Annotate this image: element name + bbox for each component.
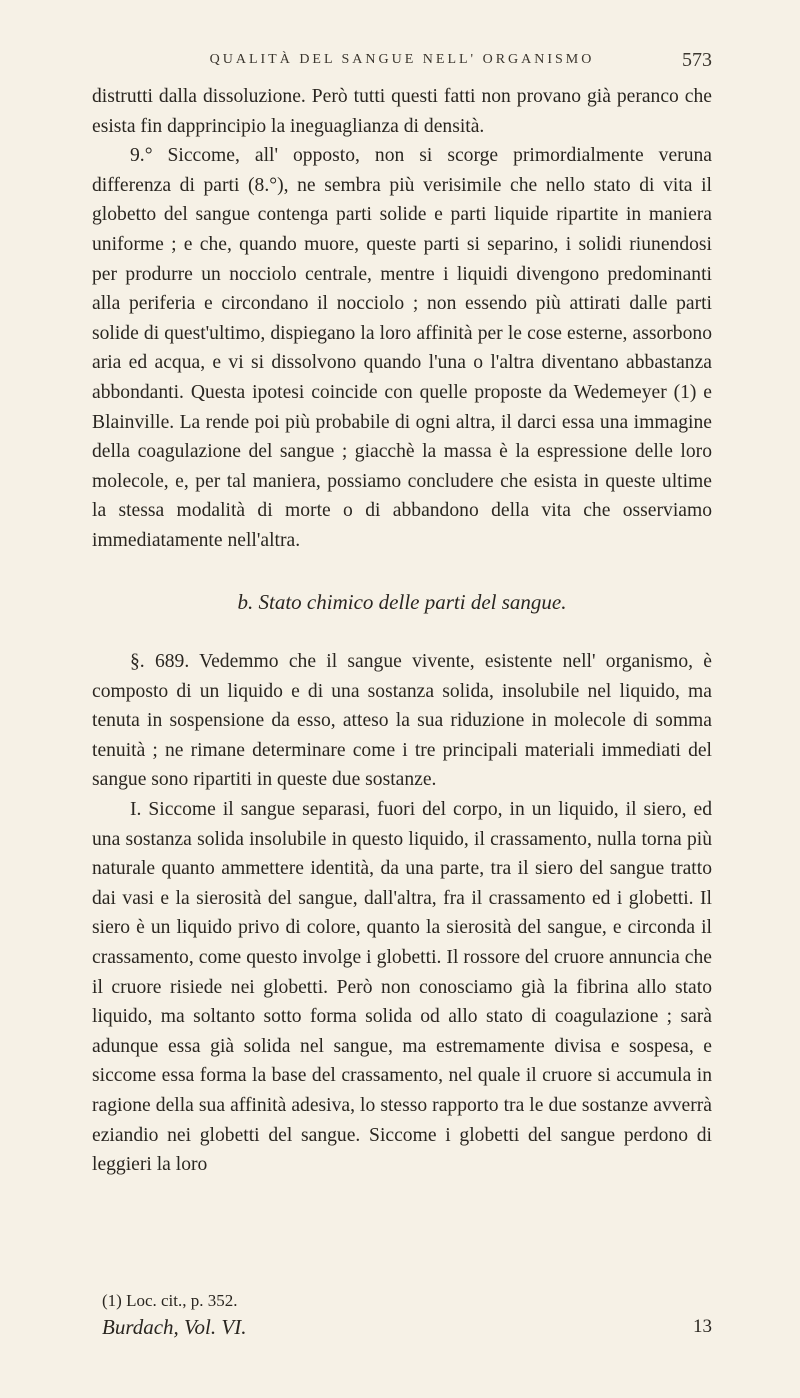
signature-row [102, 1314, 712, 1340]
body-text [92, 82, 712, 1180]
running-head [92, 49, 712, 78]
section-heading: b. Stato chimico delle parti del sangue. [237, 589, 567, 614]
paragraph: 9.° Siccome, all' opposto, non si scorge primordialmente veruna differenza di parti (8.°), ne sembra più verisimile che nello stato di vita il globetto del sangue contenga parti solide e parti liquide ripartite in maniera uniforme ; e che, quando muore, queste parti si separino, i solidi riunendosi per produrre un nocciolo centrale, mentre i liquidi divengono predominanti alla periferia e circondano il nocciolo ; non essendo più attirati dalle parti solide di quest'ultimo, dispiegano la loro affinità per le cose esterne, assorbono aria ed acqua, e vi si dissolvono quando l'una o l'altra diventano abbastanza abbondanti. Questa ipotesi coincide con quelle proposte da Wedemeyer (1) e Blainville. La rende poi più probabile di ogni altra, il darci essa una immagine della coagulazione del sangue ; giacchè la massa è la espressione delle loro molecole, e, per tal maniera, possiamo concludere che esista in queste ultime la stessa modalità di morte o di abbandono della vita che osserviamo immediatamente nell'altra. [92, 145, 712, 551]
running-title: QUALITÀ DEL SANGUE NELL' ORGANISMO [209, 52, 595, 67]
footnote: (1) Loc. cit., p. 352. [102, 1291, 238, 1310]
signature-line: Burdach, Vol. VI. [102, 1315, 247, 1339]
signature-mark: 13 [693, 1316, 712, 1337]
paragraph: distrutti dalla dissoluzione. Però tutti questi fatti non provano già peranco che esista fin dapprincipio la ineguaglianza di densità. [92, 86, 712, 137]
paragraph: I. Siccome il sangue separasi, fuori del corpo, in un liquido, il siero, ed una sostanza solida insolubile in questo liquido, il crassamento, nulla torna più naturale quanto ammettere identità, da una parte, tra il siero del sangue tratto dai vasi e la sierosità del sangue, dall'altra, fra il crassamento ed i globetti. Il siero è un liquido privo di colore, quanto la sierosità del sangue, e circonda il crassamento, come questo involge i globetti. Il rossore del cruore annuncia che il cruore risiede nei globetti. Però non conosciamo già la fibrina allo stato liquido, ma soltanto sotto forma solida od allo stato di coagulazione ; sarà adunque essa già solida nel sangue, ma estremamente divisa e sospesa, e siccome essa forma la base del crassamento, nel quale il cruore si accumula in ragione della sua affinità adesiva, lo stesso rapporto tra le due sostanze avverrà eziandio nei globetti del sangue. Siccome i globetti del sangue perdono di leggieri la loro [92, 799, 712, 1176]
footnotes [102, 1288, 712, 1340]
page-number: 573 [682, 49, 712, 71]
paragraph: §. 689. Vedemmo che il sangue vivente, esistente nell' organismo, è composto di un liquido e di una sostanza solida, insolubile nel liquido, ma tenuta in sospensione da esso, atteso la sua riduzione in molecole di somma tenuità ; ne rimane determinare come i tre principali materiali immediati del sangue sono ripartiti in queste due sostanze. [92, 651, 712, 791]
